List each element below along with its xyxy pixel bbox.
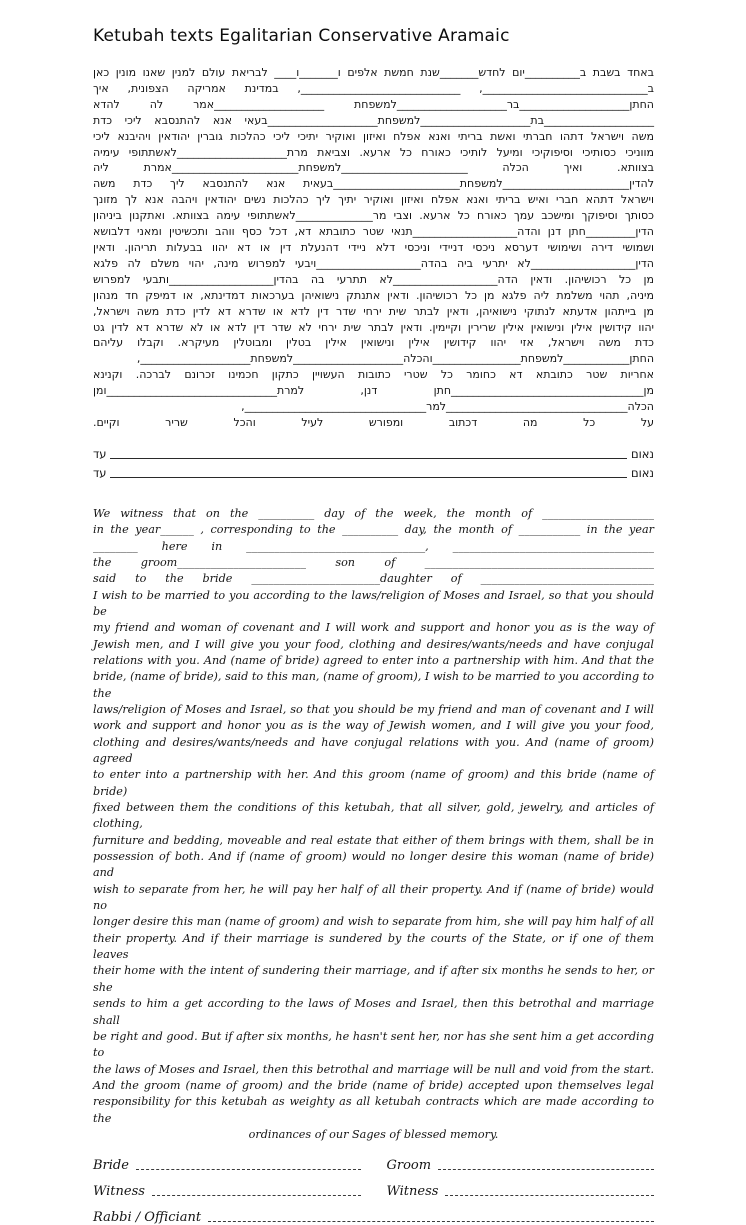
english-body-line: the laws of Moses and Israel, then this betrothal and marriage will be null and void from the start. <box>93 1062 654 1076</box>
witness-signature-cell <box>93 1182 361 1199</box>
english-body-line: relations with you. And (name of bride) agreed to enter into a partnership with him. And that the <box>93 653 654 667</box>
english-intro-line: the groom_______________________ son of _________________________________________ <box>93 555 654 569</box>
signature-row <box>93 1156 654 1173</box>
hebrew-witness-line <box>93 445 654 461</box>
english-body-line: to enter into a partnership with her. And this groom (name of groom) and this bride (name of bride) <box>93 768 654 798</box>
aramaic-line: ב______________________________, _____________________________, במדינת אמריקה הצפונית, איך <box>93 81 654 95</box>
aramaic-line: אחריות שטר כתובתא דא כחומר כל שטרי כתובות העשויין כתקון חכמינו זכרונם לברכה. וקנינא <box>93 368 654 382</box>
rabbi-signature-line <box>208 1220 654 1222</box>
bride-label: Bride <box>93 1158 129 1174</box>
aramaic-line: מן כל רכושיהון. ודאין הדה___________________לא תתרעי בה בהדין___________________ותבעי למפרוש <box>93 272 654 286</box>
eid-label: עד <box>93 446 107 461</box>
witness-signature-cell <box>387 1182 655 1199</box>
aramaic-line: על כל מה דכתוב ומפורש לעיל והכל שריר וקיים. <box>93 415 654 429</box>
english-body-line: I wish to be married to you according to the laws/religion of Moses and Israel, so that you should be <box>93 588 654 618</box>
signature-row <box>93 1208 654 1225</box>
english-body-line: And the groom (name of groom) and the bride (name of bride) accepted upon themselves legal <box>93 1078 654 1092</box>
aramaic-line: להדין_______________________למשפחת_______________________בעאית אנא להתנסבא ליך כדת משה <box>93 177 654 191</box>
groom-signature-line <box>438 1168 654 1170</box>
signature-section <box>93 1156 654 1225</box>
aramaic-line: ושמושי דירה ושימושי דערסא ניכסי דניידי וניכסי דלא ניידי דהנעלת דין או דא יהוו בבעלות תריהון. ודאין <box>93 240 654 254</box>
witness-signature-line <box>445 1194 654 1196</box>
aramaic-line: יהוו קידושין אילין ונישואין אילין שרירין וקיימין. ודאין לבתר שית ירחי לא שדר דין לדא או לא שדרא דא לדין גט <box>93 320 654 334</box>
aramaic-line: החתן____________________בר____________________למשפחת ____________________אמר לה להדא <box>93 97 654 111</box>
aramaic-line: הכלה_________________________________למר_________________________________, <box>241 400 654 414</box>
english-body-line: longer desire this man (name of groom) and wish to separate from him, she will pay him half of all <box>93 915 654 929</box>
english-body-line: responsibility for this ketubah as weighty as all ketubah contracts which are made according to the <box>93 1095 654 1125</box>
aramaic-line: וישראל דתהא חברי ואיש בריתי ואנא אפלח ואיזון ואוקיר יתיך ליך כהלכות נשים יהודאין ויהבה אנא לך מזונך <box>93 193 654 207</box>
aramaic-line: כסותך וסיפוקך ומישכב עמך כאורח כל ארעא. וצבי מר______________לאשתתופי עימה בצוותא. ואתקנון ביניהון <box>93 209 654 223</box>
english-body-line: laws/religion of Moses and Israel, so that you should be my friend and man of covenant and I will <box>93 702 654 716</box>
bride-signature-cell <box>93 1156 361 1173</box>
aramaic-line: הדין_________חתן דנן והדה___________________תנאי שטר כתובתא דא, דכל כסף ווהב ותכשיטין ומאני דלבושא <box>93 225 654 239</box>
aramaic-text-section <box>93 65 654 431</box>
signature-blank-line <box>110 476 626 478</box>
english-body-line: their home with the intent of sundering their marriage, and if after six months he sends to her, or she <box>93 964 654 994</box>
aramaic-line: החתן____________למשפחת________________והכלה____________________למשפחת____________________, <box>136 352 654 366</box>
aramaic-line: מיניה, תהוי משלמת ליה פלגא מן כל רכושיהון. ודאין אתנתק נישואיהן בערכאות דמדינתא, או דמיפק חד מנהון <box>93 288 654 302</box>
aramaic-line: באחד בשבת ב__________יום לחדש_______שנת חמשת אלפים ו_______ו____ לבריאת עולם למנין שאנו מונין כאן <box>93 66 654 79</box>
aramaic-line: הדין___________________לא יתרעי ביה בהדה___________________ויבעי למפרוש מינה, יהוי משלם לה פלגא <box>93 256 654 270</box>
english-intro-line: ________ here in ________________________________, ____________________________________ <box>93 539 654 553</box>
witness-signature-line <box>152 1194 361 1196</box>
hebrew-witness-line <box>93 464 654 480</box>
english-body-line: clothing and desires/wants/needs and have conjugal relations with you. And (name of groom) agreed <box>93 735 654 765</box>
english-text-section <box>93 506 654 1143</box>
english-body-line: fixed between them the conditions of this ketubah, that all silver, gold, jewelry, and articles of clothing, <box>93 801 654 831</box>
aramaic-line: מווניכי כסותיכי וסיפוקיכי ומיעל לותיכי כאורח כל ארעא. וצביאת מרת____________________לאשתתופי עימיה <box>93 145 654 159</box>
aramaic-line: מן בייתהון אדעתא לנתוקי נישואיהן, ודאין לבתר שית ירחי שדר דין לדא או שדרא דא לדין כדת משה וישראל, <box>93 304 654 318</box>
rabbi-officiant-label: Rabbi / Officiant <box>93 1210 202 1225</box>
english-body-line: my friend and woman of covenant and I will work and support and honor you as is the way of <box>93 621 654 635</box>
english-body-line: be right and good. But if after six months, he hasn't sent her, nor has she sent him a get according to <box>93 1029 654 1060</box>
english-closing-line: ordinances of our Sages of blessed memory. <box>248 1127 499 1141</box>
english-intro-line: said to the bride _______________________daughter of _______________________________ <box>93 572 654 586</box>
page-title: Ketubah texts Egalitarian Conservative Aramaic <box>93 26 510 46</box>
aramaic-line: בצוותא. ואיך הכלה _______________________למשפחת_______________________אמרת ליה <box>93 161 654 175</box>
english-body-line: wish to separate from her, he will pay her half of all their property. And if (name of bride) would no <box>93 882 654 913</box>
aramaic-line: כדת משה וישראל, אזי יהוו קידושין אילין ונישואין אילין בטלין ומבוטלין מעיקרא. וקבלו עליהם <box>93 336 654 350</box>
bride-signature-line <box>136 1168 361 1170</box>
naum-label: נאום <box>630 465 654 480</box>
witness-label: Witness <box>93 1184 145 1200</box>
english-body-line: Jewish men, and I will give you your food, clothing and desires/wants/needs and have conjugal <box>93 637 654 651</box>
signature-row <box>93 1182 654 1199</box>
groom-signature-cell <box>387 1156 655 1173</box>
naum-label: נאום <box>630 446 654 461</box>
english-body-line: possession of both. And if (name of groom) would no longer desire this woman (name of bride) and <box>93 850 654 880</box>
english-body-line: sends to him a get according to the laws of Moses and Israel, then this betrothal and marriage shall <box>93 997 654 1027</box>
english-body-line: their property. And if their marriage is sundered by the courts of the State, or if one of them leaves <box>93 931 654 962</box>
english-body-line: bride, (name of bride), said to this man, (name of groom), I wish to be married to you according to the <box>93 670 654 700</box>
signature-blank-line <box>110 457 626 459</box>
witness-label: Witness <box>386 1184 439 1200</box>
aramaic-line: מן___________________________________חתן דנן, למרת_______________________________ומן <box>93 384 654 398</box>
eid-label: עד <box>93 465 107 480</box>
hebrew-witness-signature-block <box>93 445 654 480</box>
english-intro-line: We witness that on the __________ day of the week, the month of ____________________ <box>93 506 654 520</box>
english-body-line: work and support and honor you as is the way of Jewish women, and I will give you your food, <box>93 719 654 733</box>
rabbi-signature-cell <box>93 1208 654 1225</box>
groom-label: Groom <box>386 1158 432 1174</box>
aramaic-line: משה וישראל דתהו חברתי ואשת בריתי ואנא אפלח ואיזון ואוקיר יתיכי ליכי כהלכות גוברין יהודאין ויהיבנא ליכי <box>93 129 654 143</box>
english-intro-line: in the year______ , corresponding to the __________ day, the month of ___________ in the year <box>93 523 654 537</box>
english-body-line: furniture and bedding, moveable and real estate that either of them brings with them, shall be in <box>93 833 654 847</box>
aramaic-line: ____________________בת____________________למשפחת____________________בעאי אנא להתנסבא ליכי כדת <box>93 113 654 127</box>
